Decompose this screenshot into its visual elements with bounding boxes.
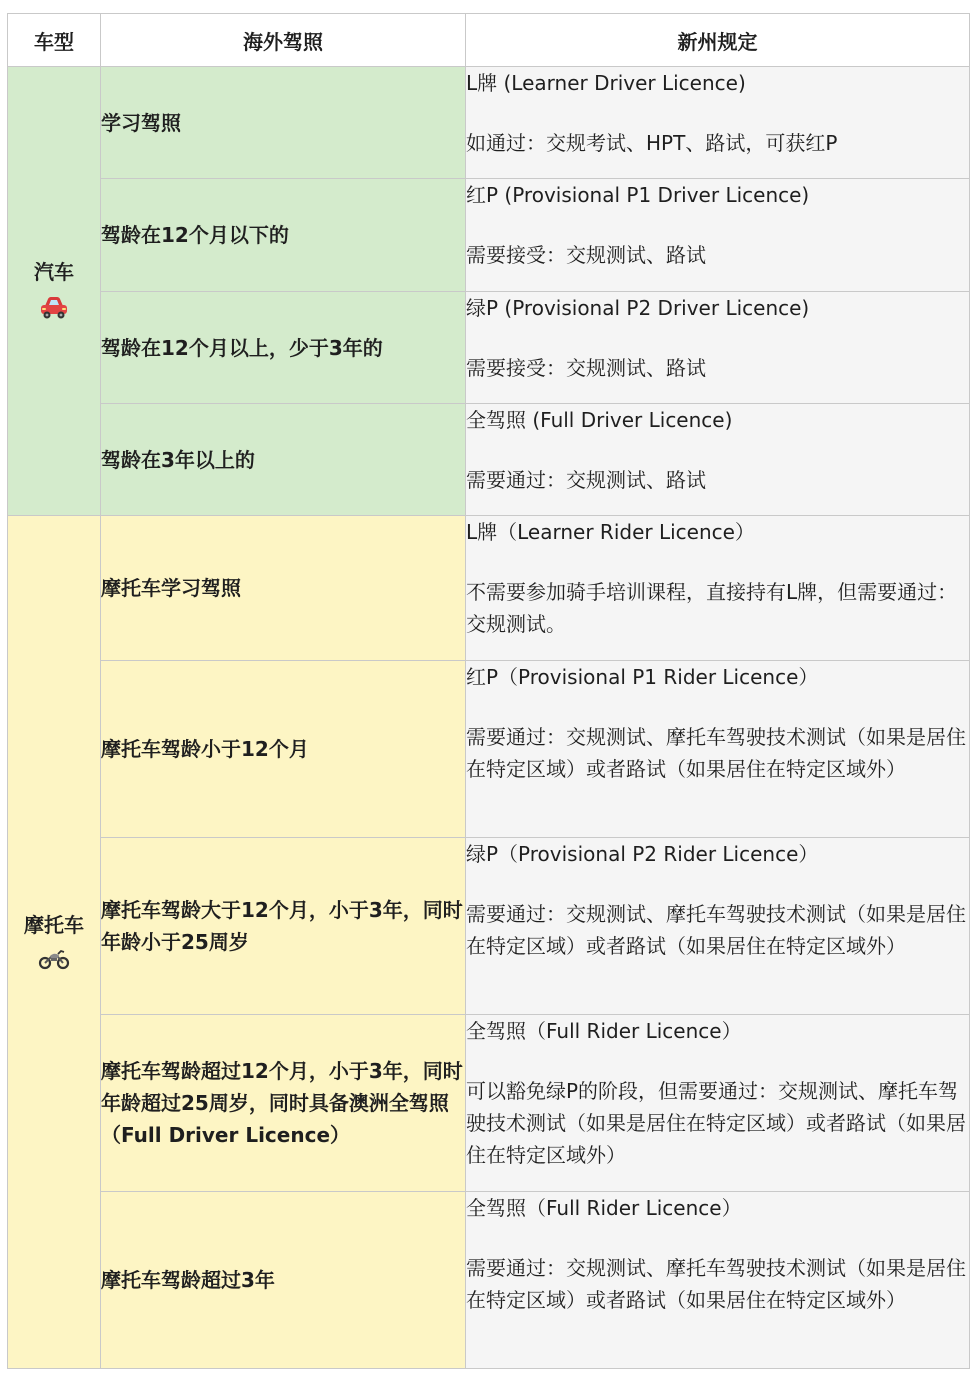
rule-body: 不需要参加骑手培训课程，直接持有L牌，但需要通过：交规测试。 (466, 580, 958, 636)
rule-body: 可以豁免绿P的阶段，但需要通过：交规测试、摩托车驾驶技术测试（如果是居住在特定区域）或者路试（如果居住在特定区域外） (466, 1079, 966, 1167)
rule-body: 需要通过：交规测试、摩托车驾驶技术测试（如果是居住在特定区域）或者路试（如果居住在特定区域外） (466, 902, 966, 958)
rule-body: 需要接受：交规测试、路试 (466, 356, 706, 380)
table-row (8, 404, 970, 516)
rule-body: 如通过：交规考试、HPT、路试，可获红P (466, 131, 838, 155)
rule-body: 需要通过：交规测试、摩托车驾驶技术测试（如果是居住在特定区域）或者路试（如果居住在特定区域外） (466, 725, 966, 781)
rule-title: 绿P (Provisional P2 Driver Licence) (466, 296, 810, 320)
overseas-condition: 驾龄在3年以上的 (101, 404, 466, 516)
overseas-condition: 驾龄在12个月以上，少于3年的 (101, 292, 466, 404)
motorcycle-icon (38, 948, 70, 975)
header-nsw-rules: 新州规定 (466, 14, 970, 67)
vehicle-type-label: 摩托车 (24, 913, 84, 937)
overseas-condition: 摩托车驾龄超过12个月，小于3年，同时年龄超过25周岁，同时具备澳洲全驾照（Full Driver Licence） (101, 1015, 466, 1192)
licence-rules-table (7, 13, 970, 1369)
rule-title: 全驾照 (Full Driver Licence) (466, 408, 733, 432)
overseas-condition: 摩托车学习驾照 (101, 516, 466, 661)
overseas-condition: 驾龄在12个月以下的 (101, 179, 466, 292)
rule-title: 绿P（Provisional P2 Rider Licence） (466, 842, 819, 866)
overseas-condition: 摩托车驾龄超过3年 (101, 1192, 466, 1369)
vehicle-type-label: 汽车 (34, 260, 74, 284)
rule-title: L牌（Learner Rider Licence） (466, 520, 755, 544)
nsw-rule (466, 838, 970, 1015)
rule-body: 需要通过：交规测试、摩托车驾驶技术测试（如果是居住在特定区域）或者路试（如果居住在特定区域外） (466, 1256, 966, 1312)
nsw-rule (466, 404, 970, 516)
table-row (8, 67, 970, 179)
nsw-rule (466, 179, 970, 292)
table-row (8, 179, 970, 292)
table-row (8, 838, 970, 1015)
table-row (8, 1015, 970, 1192)
header-overseas-licence: 海外驾照 (101, 14, 466, 67)
rule-title: 红P (Provisional P1 Driver Licence) (466, 183, 810, 207)
table-header-row (8, 14, 970, 67)
rule-title: L牌 (Learner Driver Licence) (466, 71, 746, 95)
nsw-rule (466, 516, 970, 661)
table-row (8, 661, 970, 838)
vehicle-type-motorcycle (8, 516, 101, 1369)
rule-title: 全驾照（Full Rider Licence） (466, 1196, 742, 1220)
nsw-rule (466, 1192, 970, 1369)
table-row (8, 516, 970, 661)
table-row (8, 1192, 970, 1369)
overseas-condition: 摩托车驾龄大于12个月，小于3年，同时年龄小于25周岁 (101, 838, 466, 1015)
vehicle-type-car (8, 67, 101, 516)
table-row (8, 292, 970, 404)
rule-body: 需要接受：交规测试、路试 (466, 243, 706, 267)
nsw-rule (466, 292, 970, 404)
car-icon (38, 295, 70, 326)
nsw-rule (466, 1015, 970, 1192)
rule-title: 全驾照（Full Rider Licence） (466, 1019, 742, 1043)
nsw-rule (466, 661, 970, 838)
header-vehicle-type: 车型 (8, 14, 101, 67)
rule-title: 红P（Provisional P1 Rider Licence） (466, 665, 819, 689)
overseas-condition: 学习驾照 (101, 67, 466, 179)
nsw-rule (466, 67, 970, 179)
rule-body: 需要通过：交规测试、路试 (466, 468, 706, 492)
overseas-condition: 摩托车驾龄小于12个月 (101, 661, 466, 838)
